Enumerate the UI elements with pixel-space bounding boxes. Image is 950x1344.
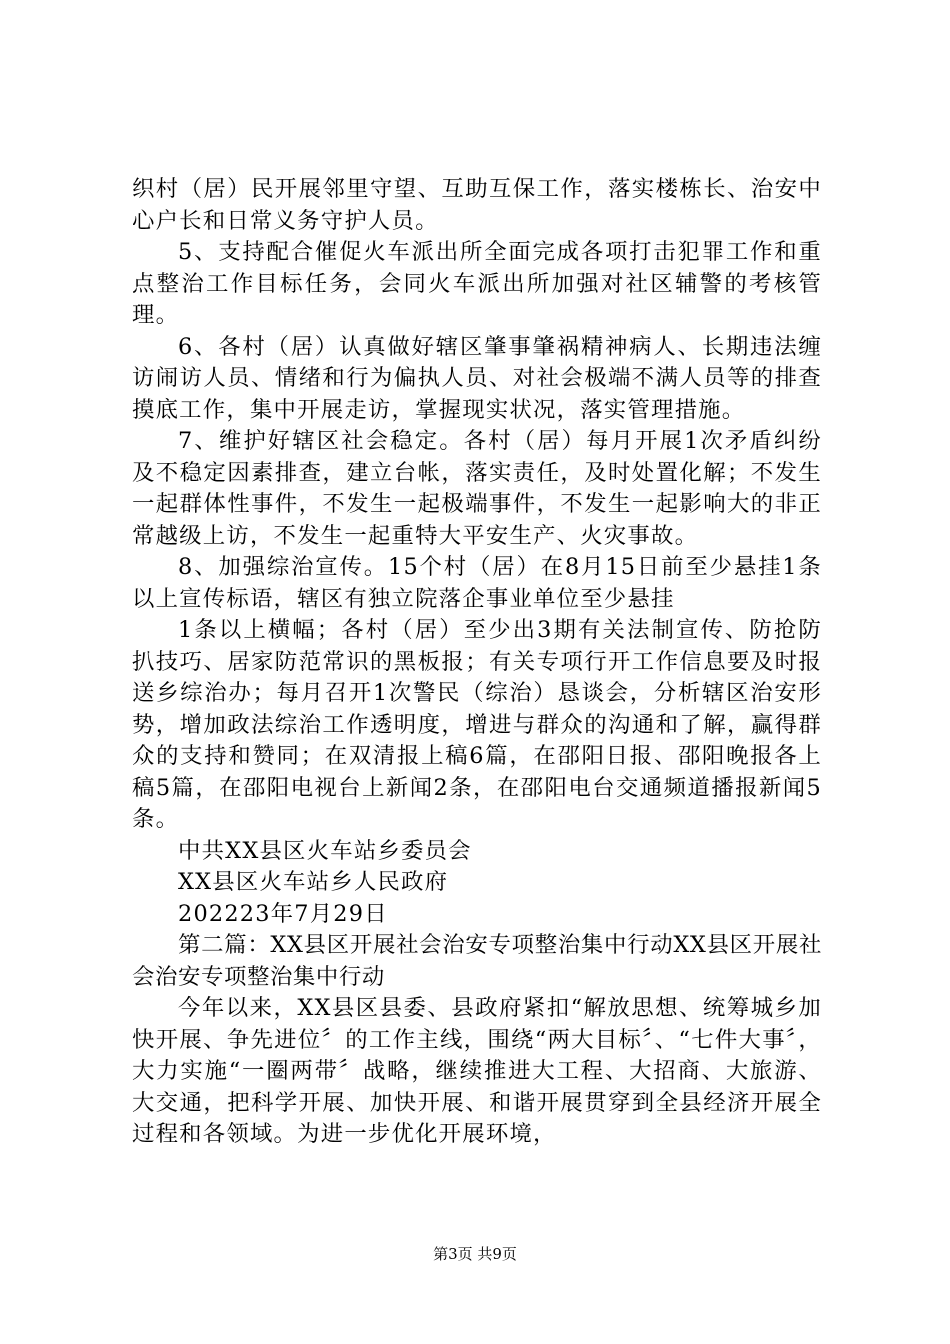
- paragraph-item-8-continued: 1条以上横幅；各村（居）至少出3期有关法制宣传、防抢防扒技巧、居家防范常识的黑板报；有关专项行开工作信息要及时报送乡综治办；每月召开1次警民（综治）恳谈会，分析辖区治安形势，增加政法综治工作透明度，增进与群众的沟通和了解，赢得群众的支持和赞同；在双清报上稿6篇，在邵阳日报、邵阳晚报各上稿5篇，在邵阳电视台上新闻2条，在邵阳电台交通频道播报新闻5条。: [132, 617, 822, 832]
- paragraph-item-8: 8、加强综治宣传。15个村（居）在8月15日前至少悬挂1条以上宣传标语，辖区有独立院落企事业单位至少悬挂: [132, 554, 822, 612]
- page-footer: [0, 1244, 950, 1264]
- document-body: [132, 174, 822, 1151]
- paragraph-item-5: 5、支持配合催促火车派出所全面完成各项打击犯罪工作和重点整治工作目标任务，会同火车派出所加强对社区辅警的考核管理。: [132, 239, 822, 328]
- paragraph-continuation: 织村（居）民开展邻里守望、互助互保工作，落实楼栋长、治安中心户长和日常义务守护人员。: [132, 176, 822, 234]
- paragraph-item-6: 6、各村（居）认真做好辖区肇事肇祸精神病人、长期违法缠访闹访人员、情绪和行为偏执人员、对社会极端不满人员等的排查摸底工作，集中开展走访，掌握现实状况，落实管理措施。: [132, 333, 822, 423]
- paragraph-item-7: 7、维护好辖区社会稳定。各村（居）每月开展1次矛盾纠纷及不稳定因素排查，建立台帐，落实责任，及时处置化解；不发生一起群体性事件，不发生一起极端事件，不发生一起影响大的非正常越级上访，不发生一起重特大平安生产、火灾事故。: [132, 428, 822, 549]
- page-number-label: 第3页 共9页: [433, 1245, 517, 1263]
- signature-government: XX县区火车站乡人民政府: [178, 869, 449, 895]
- signature-date: 202223年7月29日: [178, 900, 388, 927]
- signature-party-committee: 中共XX县区火车站乡委员会: [178, 837, 472, 864]
- paragraph-part-two-intro: 今年以来，XX县区县委、县政府紧扣“解放思想、统筹城乡加快开展、争先进位〞的工作主线，围绕“两大目标〞、“七件大事〞，大力实施“一圈两带〞战略，继续推进大工程、大招商、大旅游、大交通，把科学开展、加快开展、和谐开展贯穿到全县经济开展全过程和各领域。为进一步优化开展环境，: [132, 995, 822, 1147]
- section-heading-part-two: 第二篇：XX县区开展社会治安专项整治集中行动XX县区开展社会治安专项整治集中行动: [132, 932, 822, 990]
